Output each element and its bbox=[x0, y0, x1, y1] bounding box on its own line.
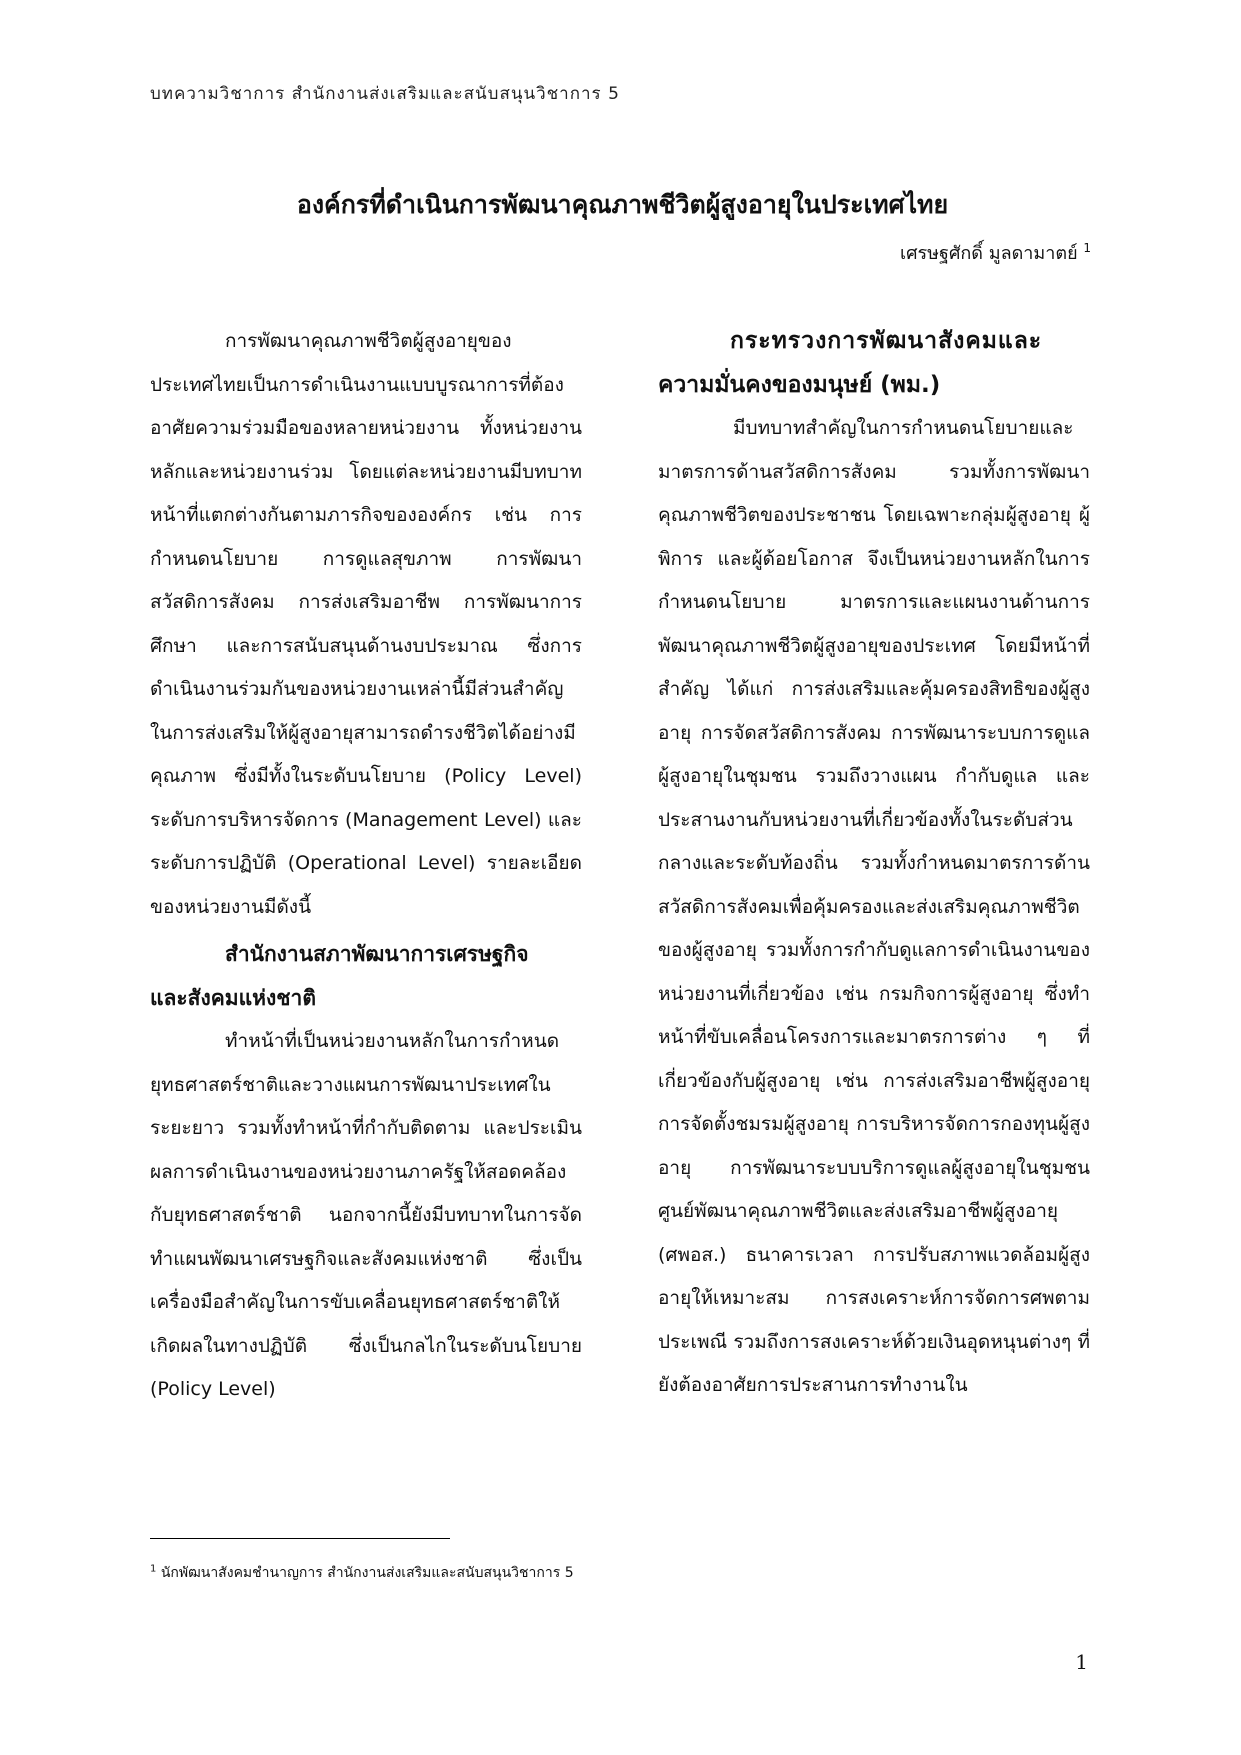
intro-paragraph: การพัฒนาคุณภาพชีวิตผู้สูงอายุของประเทศไทยเป็นการดำเนินงานแบบบูรณาการที่ต้องอาศัยความร่วมมือของหลายหน่วยงาน ทั้งหน่วยงานหลักและหน่วยงานร่วม โดยแต่ละหน่วยงานมีบทบาทหน้าที่แตกต่างกันตามภารกิจขององค์กร เช่น การกำหนดนโยบาย การดูแลสุขภาพ การพัฒนาสวัสดิการสังคม การส่งเสริมอาชีพ การพัฒนาการศึกษา และการสนับสนุนด้านงบประมาณ ซึ่งการดำเนินงานร่วมกันของหน่วยงานเหล่านี้มีส่วนสำคัญในการส่งเสริมให้ผู้สูงอายุสามารถดำรงชีวิตได้อย่างมีคุณภาพ ซึ่งมีทั้งในระดับนโยบาย (Policy Level) ระดับการบริหารจัดการ (Management Level) และระดับการปฏิบัติ (Operational Level) รายละเอียดของหน่วยงานมีดังนี้ bbox=[150, 330, 582, 918]
section-heading-nesdc: สำนักงานสภาพัฒนาการเศรษฐกิจ bbox=[225, 942, 529, 966]
author-line bbox=[900, 238, 1091, 267]
section-paragraph-nesdc: ทำหน้าที่เป็นหน่วยงานหลักในการกำหนดยุทธศาสตร์ชาติและวางแผนการพัฒนาประเทศในระยะยาว รวมทั้งทำหน้าที่กำกับติดตาม และประเมินผลการดำเนินงานของหน่วยงานภาครัฐให้สอดคล้องกับยุทธศาสตร์ชาติ นอกจากนี้ยังมีบทบาทในการจัดทำแผนพัฒนาเศรษฐกิจและสังคมแห่งชาติ ซึ่งเป็นเครื่องมือสำคัญในการขับเคลื่อนยุทธศาสตร์ชาติให้เกิดผลในทางปฏิบัติ ซึ่งเป็นกลไกในระดับนโยบาย (Policy Level) bbox=[150, 1030, 582, 1400]
section-heading-msdhs: กระทรวงการพัฒนาสังคมและ bbox=[730, 328, 1043, 354]
section-heading-nesdc-line2: และสังคมแห่งชาติ bbox=[150, 985, 316, 1010]
section-heading-msdhs-line2: ความมั่นคงของมนุษย์ (พม.) bbox=[658, 371, 941, 398]
author-name: เศรษฐศักดิ์ มูลดามาตย์ bbox=[899, 243, 1078, 264]
right-column bbox=[658, 320, 1090, 1412]
footnote-text: นักพัฒนาสังคมชำนาญการ สำนักงานส่งเสริมและสนับสนุนวิชาการ 5 bbox=[160, 1565, 574, 1581]
page-number: 1 bbox=[1075, 1650, 1088, 1674]
footnote-divider bbox=[150, 1538, 450, 1539]
footnote-mark: 1 bbox=[150, 1563, 157, 1575]
article-title: องค์กรที่ดำเนินการพัฒนาคุณภาพชีวิตผู้สูงอายุในประเทศไทย bbox=[296, 190, 949, 219]
footnote bbox=[150, 1562, 574, 1584]
left-column bbox=[150, 320, 582, 1416]
section-paragraph-msdhs: มีบทบาทสำคัญในการกำหนดนโยบายและมาตรการด้านสวัสดิการสังคม รวมทั้งการพัฒนาคุณภาพชีวิตของประชาชน โดยเฉพาะกลุ่มผู้สูงอายุ ผู้พิการ และผู้ด้อยโอกาส จึงเป็นหน่วยงานหลักในการกำหนดนโยบาย มาตรการและแผนงานด้านการพัฒนาคุณภาพชีวิตผู้สูงอายุของประเทศ โดยมีหน้าที่สำคัญ ได้แก่ การส่งเสริมและคุ้มครองสิทธิของผู้สูงอายุ การจัดสวัสดิการสังคม การพัฒนาระบบการดูแลผู้สูงอายุในชุมชน รวมถึงวางแผน กำกับดูแล และประสานงานกับหน่วยงานที่เกี่ยวข้องทั้งในระดับส่วนกลางและระดับท้องถิ่น รวมทั้งกำหนดมาตรการด้านสวัสดิการสังคมเพื่อคุ้มครองและส่งเสริมคุณภาพชีวิตของผู้สูงอายุ รวมทั้งการกำกับดูแลการดำเนินงานของหน่วยงานที่เกี่ยวข้อง เช่น กรมกิจการผู้สูงอายุ ซึ่งทำหน้าที่ขับเคลื่อนโครงการและมาตรการต่าง ๆ ที่เกี่ยวข้องกับผู้สูงอายุ เช่น การส่งเสริมอาชีพผู้สูงอายุ การจัดตั้งชมรมผู้สูงอายุ การบริหารจัดการกองทุนผู้สูงอายุ การพัฒนาระบบบริการดูแลผู้สูงอายุในชุมชน ศูนย์พัฒนาคุณภาพชีวิตและส่งเสริมอาชีพผู้สูงอายุ (ศพอส.) ธนาคารเวลา การปรับสภาพแวดล้อมผู้สูงอายุให้เหมาะสม การสงเคราะห์การจัดการศพตามประเพณี รวมถึงการสงเคราะห์ด้วยเงินอุดหนุนต่างๆ ที่ยังต้องอาศัยการประสานการทำงานใน bbox=[658, 417, 1090, 1396]
author-footnote-mark: 1 bbox=[1083, 241, 1091, 255]
running-header: บทความวิชาการ สำนักงานส่งเสริมและสนับสนุนวิชาการ 5 bbox=[150, 84, 620, 104]
